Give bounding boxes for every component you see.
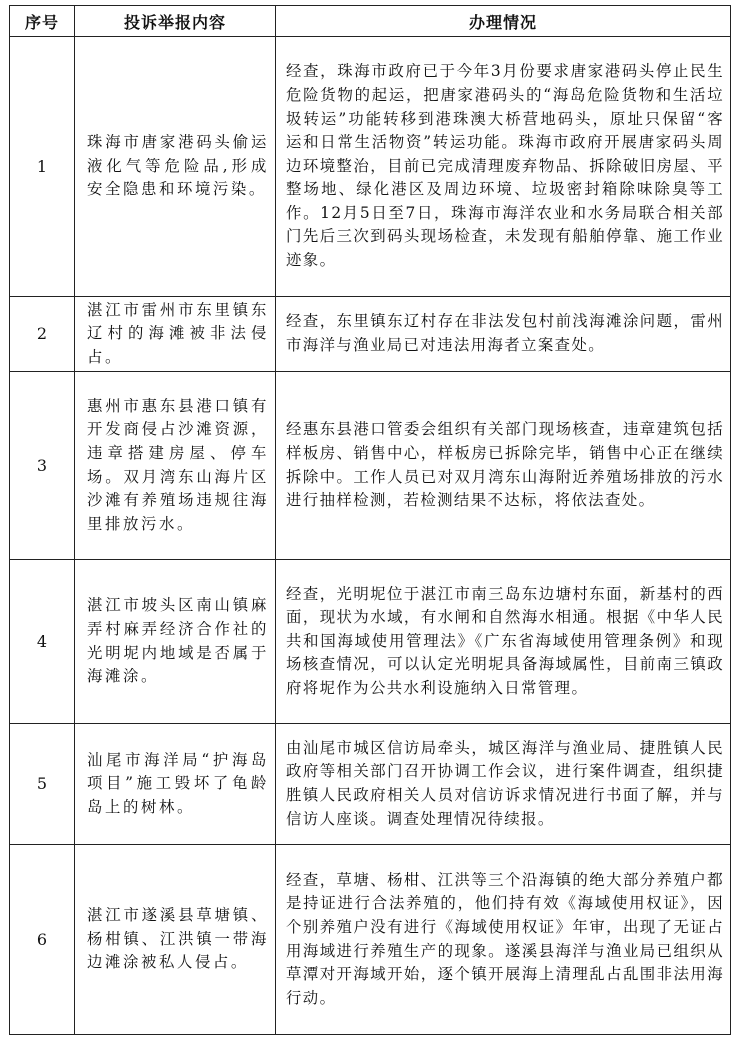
header-serial-number: 序号 [10,6,75,37]
header-handling-status: 办理情况 [276,6,731,37]
row-number: 5 [10,724,75,845]
complaint-cell: 珠海市唐家港码头偷运液化气等危险品,形成安全隐患和环境污染。 [75,37,276,297]
status-cell: 经查，珠海市政府已于今年3月份要求唐家港码头停止民生危险货物的起运，把唐家港码头的“海岛危险货物和生活垃圾转运”功能转移到港珠澳大桥营地码头，原址只保留“客运和日常生活物资”转运功能。珠海市政府开展唐家码头周边环境整治，目前已完成清理废弃物品、拆除破旧房屋、平整场地、绿化港区及周边环境、垃圾密封箱除味除臭等工作。12月5日至7日，珠海市海洋农业和水务局联合相关部门先后三次到码头现场检查，未发现有船舶停靠、施工作业迹象。 [276,37,731,297]
row-number: 1 [10,37,75,297]
row-number: 2 [10,297,75,372]
complaint-cell: 湛江市雷州市东里镇东辽村的海滩被非法侵占。 [75,297,276,372]
status-cell: 由汕尾市城区信访局牵头，城区海洋与渔业局、捷胜镇人民政府等相关部门召开协调工作会议，进行案件调查，组织捷胜镇人民政府相关人员对信访诉求情况进行书面了解，并与信访人座谈。调查处理情况待续报。 [276,724,731,845]
complaint-cell: 湛江市遂溪县草塘镇、杨柑镇、江洪镇一带海边滩涂被私人侵占。 [75,845,276,1035]
table-row [10,37,731,297]
status-cell: 经惠东县港口管委会组织有关部门现场核查，违章建筑包括样板房、销售中心，样板房已拆除完毕，销售中心正在继续拆除中。工作人员已对双月湾东山海附近养殖场排放的污水进行抽样检测，若检测结果不达标，将依法查处。 [276,372,731,560]
complaint-table [9,5,731,1035]
row-number: 3 [10,372,75,560]
table-header-row [10,6,731,37]
header-complaint-content: 投诉举报内容 [75,6,276,37]
complaint-cell: 汕尾市海洋局“护海岛项目”施工毁坏了龟龄岛上的树林。 [75,724,276,845]
complaint-cell: 惠州市惠东县港口镇有开发商侵占沙滩资源，违章搭建房屋、停车场。双月湾东山海片区沙滩有养殖场违规往海里排放污水。 [75,372,276,560]
table-row [10,560,731,724]
status-cell: 经查，光明坭位于湛江市南三岛东边塘村东面，新基村的西面，现状为水域，有水闸和自然海水相通。根据《中华人民共和国海域使用管理法》《广东省海域使用管理条例》和现场核查情况，可以认定光明坭具备海域属性，目前南三镇政府将坭作为公共水利设施纳入日常管理。 [276,560,731,724]
table-row [10,724,731,845]
status-cell: 经查，东里镇东辽村存在非法发包村前浅海滩涂问题，雷州市海洋与渔业局已对违法用海者立案查处。 [276,297,731,372]
complaint-cell: 湛江市坡头区南山镇麻弄村麻弄经济合作社的光明坭内地域是否属于海滩涂。 [75,560,276,724]
table-row [10,845,731,1035]
status-cell: 经查，草塘、杨柑、江洪等三个沿海镇的绝大部分养殖户都是持证进行合法养殖的，他们持有效《海域使用权证》，因个别养殖户没有进行《海域使用权证》年审，出现了无证占用海域进行养殖生产的现象。遂溪县海洋与渔业局已组织从草潭对开海域开始，逐个镇开展海上清理乱占乱围非法用海行动。 [276,845,731,1035]
table-row [10,297,731,372]
row-number: 4 [10,560,75,724]
row-number: 6 [10,845,75,1035]
table-row [10,372,731,560]
